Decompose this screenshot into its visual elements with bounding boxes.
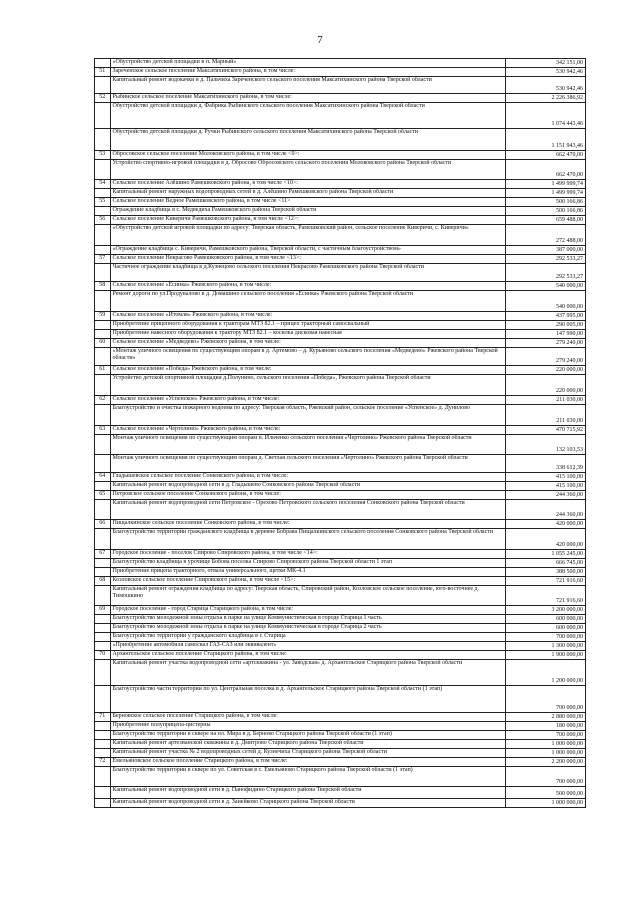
table-row (95, 758, 586, 767)
row-amount: 662 470,00 (506, 151, 586, 160)
row-amount: 211 030,00 (506, 396, 586, 405)
row-amount: 600 000,00 (506, 624, 586, 633)
row-description: Ограждение кладбища в с. Медведиха Рамешковского района Тверской области (110, 207, 506, 216)
row-number (95, 129, 111, 151)
row-description: Сельское поселение «Есинка» Ржевского района, в том числе: (110, 282, 506, 291)
table-row (95, 722, 586, 731)
row-description: Городское поселение - город Старица Старицкого района, в том числе: (110, 606, 506, 615)
row-amount: 540 000,00 (506, 282, 586, 291)
row-amount: 666 745,00 (506, 559, 586, 568)
row-number: 66 (95, 520, 111, 529)
table-row (95, 348, 586, 366)
table-row (95, 633, 586, 642)
row-number: 53 (95, 151, 111, 160)
row-number (95, 686, 111, 713)
table-row (95, 624, 586, 633)
row-description: Сельское поселение Киверичи Рамешковского района, в том числе <12>: (110, 216, 506, 225)
row-number: 62 (95, 396, 111, 405)
row-number: 61 (95, 366, 111, 375)
row-amount: 600 000,00 (506, 615, 586, 624)
row-number (95, 615, 111, 624)
table-row (95, 180, 586, 189)
row-description: Капитальный ремонт водопроводной сети Петровское - Орехово Петровского сельского поселения Сонковского района Тверской области (110, 500, 506, 520)
row-amount: 721 916,60 (506, 577, 586, 586)
row-number (95, 500, 111, 520)
row-amount: 132 103,53 (506, 435, 586, 455)
table-row (95, 225, 586, 246)
table-row (95, 713, 586, 722)
row-number (95, 767, 111, 787)
table-row (95, 291, 586, 312)
table-row (95, 529, 586, 550)
row-amount: 420 000,00 (506, 529, 586, 550)
table-row (95, 651, 586, 660)
row-description: Благоустройство территории гражданского кладбища в деревне Бобрава Пищалкинского сельского поселения Сонковского района Тверской области (110, 529, 506, 550)
row-number (95, 722, 111, 731)
funding-table-body (95, 59, 586, 808)
table-row (95, 482, 586, 491)
table-row (95, 559, 586, 568)
row-amount: 279 240,00 (506, 348, 586, 366)
table-row (95, 103, 586, 129)
row-number (95, 482, 111, 491)
row-description: Обустройство детской площадки д. Ручки Рыбинского сельского поселения Максатихинского района Тверской области (110, 129, 506, 151)
row-number: 68 (95, 577, 111, 586)
row-amount: 1 900 000,00 (506, 651, 586, 660)
row-description: Благоустройство территории в сквере на пл. Мира в д. Берново Старицкого района Тверской области (1 этап) (110, 731, 506, 740)
row-number: 69 (95, 606, 111, 615)
row-description: Сельское поселение Алёшино Рамешковского района, в том числе <10>: (110, 180, 506, 189)
row-description: Капитальный ремонт ограждения кладбища по адресу: Тверская область, Спировский район, Козловское сельское поселение, юго-восточнее д. Тимошкино (110, 586, 506, 606)
row-description: Приобретение навесного оборудования к трактору МТЗ 82.1 – косилка дисковая навесная (110, 330, 506, 339)
row-description: Обустройство детской площадки д. Фабрика Рыбинского сельского поселения Максатихинского района Тверской области (110, 103, 506, 129)
row-number: 70 (95, 651, 111, 660)
table-row (95, 59, 586, 68)
row-description: Монтаж уличного освещения по существующим опорам д. Светлая сельского поселения «Чертолино» Ржевского района Тверской области (110, 455, 506, 473)
table-row (95, 435, 586, 455)
row-number (95, 559, 111, 568)
row-number (95, 731, 111, 740)
row-amount: 1 000 000,00 (506, 749, 586, 758)
row-description: Частичное ограждение кладбища в д.Кузнецово сельского поселения Некрасово Рамешковского района Тверской области (110, 264, 506, 282)
row-number: 67 (95, 550, 111, 559)
table-row (95, 606, 586, 615)
row-description: Приобретение прицепного оборудования к тракторам МТЗ 82.1 – прицеп тракторный самосвальный (110, 321, 506, 330)
row-description: Капитальный ремонт водопроводной сети в д. Панофидино Старицкого района Тверской области (110, 787, 506, 799)
row-number (95, 375, 111, 396)
page-number: 7 (317, 34, 323, 46)
row-amount: 244 360,00 (506, 491, 586, 500)
row-description: Обросовское сельское поселение Молоковского района, в том числе <9>: (110, 151, 506, 160)
row-description: Сельское поселение Некрасово Рамешковского района, в том числе <13>: (110, 255, 506, 264)
table-row (95, 282, 586, 291)
row-number (95, 348, 111, 366)
row-amount: 500 166,86 (506, 207, 586, 216)
row-number (95, 189, 111, 198)
row-amount: 530 942,46 (506, 77, 586, 94)
table-row (95, 151, 586, 160)
table-row (95, 207, 586, 216)
row-amount: 415 100,00 (506, 473, 586, 482)
row-description: Емельяновское сельское поселение Старицкого района, в том числе: (110, 758, 506, 767)
row-description: «Обустройство детской игровой площадки по адресу: Тверская область, Рамешковский район, сельское поселение Киверичи, с. Киверичи» (110, 225, 506, 246)
row-amount: 700 000,00 (506, 731, 586, 740)
table-row (95, 77, 586, 94)
row-description: Городское поселение - поселок Спирово Спировского района, в том числе <14>: (110, 550, 506, 559)
row-number: 55 (95, 198, 111, 207)
row-amount: 2 880 000,00 (506, 713, 586, 722)
row-number (95, 321, 111, 330)
row-amount: 292 533,27 (506, 255, 586, 264)
row-amount: 1 499 999,74 (506, 180, 586, 189)
table-row (95, 216, 586, 225)
table-row (95, 642, 586, 651)
row-description: Благоустройство территории у гражданского кладбища в г. Старица (110, 633, 506, 642)
row-number: 52 (95, 94, 111, 103)
table-row (95, 491, 586, 500)
row-amount: 244 360,00 (506, 500, 586, 520)
row-number (95, 405, 111, 426)
row-description: Козловское сельское поселение Спировского района, в том числе <15>: (110, 577, 506, 586)
row-description: Капитальный ремонт участка водопроводной сети «артскважина - ул. Заводская» д. Архангельское Старицкого района Тверской области (110, 660, 506, 686)
row-description: Рыбинское сельское поселение Максатихинского района, в том числе: (110, 94, 506, 103)
table-row (95, 787, 586, 799)
table-row (95, 330, 586, 339)
row-description: Сельское поселение «Успенское» Ржевского района, в том числе: (110, 396, 506, 405)
row-number (95, 246, 111, 255)
row-amount: 415 100,00 (506, 482, 586, 491)
row-description: Сельское поселение «Медведево» Ржевского района, в том числе: (110, 339, 506, 348)
table-row (95, 473, 586, 482)
table-row (95, 405, 586, 426)
table-row (95, 255, 586, 264)
row-description: Берновское сельское поселение Старицкого района, в том числе: (110, 713, 506, 722)
row-amount: 420 000,00 (506, 520, 586, 529)
table-row (95, 615, 586, 624)
row-amount: 387 000,00 (506, 246, 586, 255)
row-description: Петровское сельское поселение Сонковского района, в том числе: (110, 491, 506, 500)
row-number: 59 (95, 312, 111, 321)
row-number (95, 568, 111, 577)
row-description: «Обустройство детской площадки в п. Марный» (110, 59, 506, 68)
row-amount: 3 200 000,00 (506, 606, 586, 615)
row-amount: 342 151,00 (506, 59, 586, 68)
row-description: Пищалкинское сельское поселение Сонковского района, в том числе: (110, 520, 506, 529)
row-description: Архангельское сельское поселение Старицкого района, в том числе: (110, 651, 506, 660)
row-amount: 180 000,00 (506, 722, 586, 731)
row-amount: 437 995,00 (506, 312, 586, 321)
row-description: Приобретение прицепа тракторного, отвала универсального, щетки МК-4.1 (110, 568, 506, 577)
row-amount: 272 488,00 (506, 225, 586, 246)
row-amount: 530 942,46 (506, 68, 586, 77)
row-amount: 2 226 386,92 (506, 94, 586, 103)
row-amount: 388 500,00 (506, 568, 586, 577)
row-number (95, 103, 111, 129)
row-number (95, 291, 111, 312)
row-description: «Монтаж уличного освещения по существующим опорам в д. Артемово – д. Курьяново сельского поселения «Медведево» Ржевского района Тверской области» (110, 348, 506, 366)
table-row (95, 426, 586, 435)
row-description: Благоустройство кладбища в урочище Бобова поселка Спирово Спировского района Тверской области 1 этап (110, 559, 506, 568)
table-row (95, 455, 586, 473)
row-amount: 338 612,39 (506, 455, 586, 473)
row-description: Благоустройство молодежной зоны отдыха в парке на улице Коммунистическая в городе Старица 2 часть (110, 624, 506, 633)
row-number (95, 455, 111, 473)
table-row (95, 396, 586, 405)
row-number (95, 787, 111, 799)
table-row (95, 246, 586, 255)
row-number (95, 642, 111, 651)
table-row (95, 264, 586, 282)
row-description: Приобретение полуприцепа-цистерны (110, 722, 506, 731)
row-description: Капитальный ремонт участка № 2 водопроводных сетей д. Кузнечиха Старицкого района Тверской области (110, 749, 506, 758)
table-row (95, 686, 586, 713)
row-number: 72 (95, 758, 111, 767)
table-row (95, 500, 586, 520)
table-row (95, 568, 586, 577)
row-amount: 700 000,00 (506, 633, 586, 642)
row-amount: 1 000 000,00 (506, 740, 586, 749)
row-amount: 470 715,92 (506, 426, 586, 435)
row-number: 56 (95, 216, 111, 225)
row-number (95, 799, 111, 808)
row-amount: 1 499 999,74 (506, 189, 586, 198)
row-number: 58 (95, 282, 111, 291)
row-description: Зареченское сельское поселение Максатихинского района, в том числе: (110, 68, 506, 77)
table-row (95, 375, 586, 396)
row-amount: 700 000,00 (506, 767, 586, 787)
row-amount: 1 151 943,46 (506, 129, 586, 151)
row-description: Монтаж уличного освещения по существующим опорам п. Ильченко сельского поселения «Чертолино» Ржевского района Тверской области (110, 435, 506, 455)
row-number (95, 160, 111, 180)
table-row (95, 198, 586, 207)
row-number (95, 740, 111, 749)
row-number (95, 77, 111, 94)
row-description: Ремонт дороги по ул.Продувалово в д. Домашино сельского поселения «Есинка» Ржевского района Тверской области (110, 291, 506, 312)
row-number: 51 (95, 68, 111, 77)
row-amount: 1 055 245,00 (506, 550, 586, 559)
row-amount: 540 000,00 (506, 291, 586, 312)
row-amount: 290 005,00 (506, 321, 586, 330)
row-description: Благоустройство молодежной зоны отдыха в парке на улице Коммунистическая в городе Старица 1 часть (110, 615, 506, 624)
row-description: Сельское поселение «Итомля» Ржевского района, в том числе: (110, 312, 506, 321)
row-number: 63 (95, 426, 111, 435)
row-description: Благоустройство и очистка пожарного водоема по адресу: Тверская область, Ржевский район, сельское поселение «Успенское» д. Дунилово (110, 405, 506, 426)
row-amount: 662 470,00 (506, 160, 586, 180)
table-row (95, 68, 586, 77)
row-description: «Ограждение кладбища с. Киверичи, Рамешковского района, Тверской области, с частичным благоустройством» (110, 246, 506, 255)
table-row (95, 731, 586, 740)
row-amount: 279 240,00 (506, 339, 586, 348)
funding-table (94, 58, 586, 808)
row-number (95, 207, 111, 216)
row-description: Капитальный ремонт водокачки в д. Пальчиха Зареченского сельского поселения Максатихинского района Тверской области (110, 77, 506, 94)
row-number (95, 633, 111, 642)
row-description: Капитальный ремонт артезианской скважины в д. Дмитрово Старицкого района Тверской области (110, 740, 506, 749)
table-row (95, 321, 586, 330)
row-amount: 147 990,00 (506, 330, 586, 339)
row-description: Устройство спортивно-игровой площадки в д. Обросово Обросовского сельского поселения Молоковского района Тверской области (110, 160, 506, 180)
row-description: Гладышевское сельское поселение Сонковского района, в том числе: (110, 473, 506, 482)
row-amount: 500 166,86 (506, 198, 586, 207)
table-row (95, 586, 586, 606)
table-row (95, 129, 586, 151)
table-row (95, 799, 586, 808)
row-description: «Приобретение автомобиля самосвал ГАЗ-САЗ или эквивалент» (110, 642, 506, 651)
table-row (95, 749, 586, 758)
row-amount: 1 300 000,00 (506, 642, 586, 651)
row-number (95, 59, 111, 68)
row-amount: 220 000,00 (506, 366, 586, 375)
row-number (95, 586, 111, 606)
row-number (95, 264, 111, 282)
row-description: Сельское поселение «Победа» Ржевского района, в том числе: (110, 366, 506, 375)
row-description: Сельское поселение «Чертолино» Ржевского района, в том числе: (110, 426, 506, 435)
row-number: 60 (95, 339, 111, 348)
table-row (95, 189, 586, 198)
row-number: 64 (95, 473, 111, 482)
row-amount: 1 074 443,46 (506, 103, 586, 129)
row-description: Устройство детской спортивной площадки д.Полунино, сельского поселения «Победа», Ржевского района Тверской области (110, 375, 506, 396)
row-number (95, 660, 111, 686)
row-description: Сельское поселение Ведное Рамешковского района, в том числе <11> (110, 198, 506, 207)
row-description: Благоустройство территории в сквере по ул. Советская в с. Емельяново Старицкого района Тверской области (1 этап) (110, 767, 506, 787)
row-number (95, 749, 111, 758)
row-amount: 700 000,00 (506, 686, 586, 713)
row-amount: 721 916,60 (506, 586, 586, 606)
row-number (95, 435, 111, 455)
row-amount: 500 000,00 (506, 787, 586, 799)
table-row (95, 312, 586, 321)
row-number (95, 624, 111, 633)
row-amount: 1 200 000,00 (506, 660, 586, 686)
row-amount: 292 533,27 (506, 264, 586, 282)
table-row (95, 94, 586, 103)
row-number: 54 (95, 180, 111, 189)
row-description: Капитальный ремонт водопроводной сети в д. Заиейково Старицкого района Тверской области (110, 799, 506, 808)
table-row (95, 366, 586, 375)
row-number: 71 (95, 713, 111, 722)
row-amount: 211 030,00 (506, 405, 586, 426)
table-row (95, 160, 586, 180)
table-row (95, 339, 586, 348)
row-number (95, 330, 111, 339)
row-amount: 2 200 000,00 (506, 758, 586, 767)
row-description: Благоустройство части территории по ул. Центральная поселка в д. Архангельское Старицкого района Тверской области (1 этап) (110, 686, 506, 713)
row-amount: 220 000,00 (506, 375, 586, 396)
row-amount: 659 488,00 (506, 216, 586, 225)
row-number: 65 (95, 491, 111, 500)
table-row (95, 767, 586, 787)
row-description: Капитальный ремонт наружных водопроводных сетей в д. Алёшино Рамешковского района Тверской области (110, 189, 506, 198)
row-description: Капитальный ремонт водопроводной сети в д. Гладышево Сонковского района Тверской области (110, 482, 506, 491)
row-number: 57 (95, 255, 111, 264)
table-row (95, 520, 586, 529)
row-number (95, 225, 111, 246)
table-row (95, 740, 586, 749)
table-row (95, 577, 586, 586)
table-row (95, 550, 586, 559)
table-row (95, 660, 586, 686)
row-number (95, 529, 111, 550)
row-amount: 1 000 000,00 (506, 799, 586, 808)
